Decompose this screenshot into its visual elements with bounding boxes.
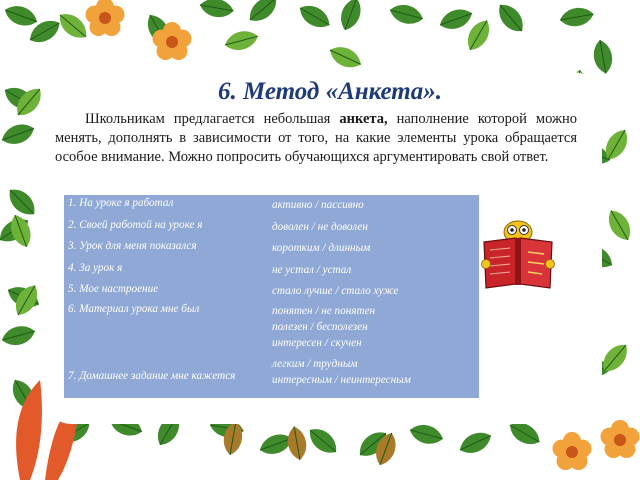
survey-answer: интересен / скучен bbox=[272, 337, 362, 349]
survey-answer: понятен / не понятен bbox=[272, 305, 376, 317]
survey-answer: интересным / неинтересным bbox=[272, 374, 411, 386]
paragraph-end: наполнение которой можно менять, дополнять в зависимости от того, на какие элементы урока обращается особое внимание. Можно попросить обучающихся аргументировать свой ответ. bbox=[55, 111, 577, 165]
survey-question: 2. Своей работой на уроке я bbox=[68, 219, 203, 231]
survey-question: 3. Урок для меня показался bbox=[68, 240, 197, 252]
survey-question: 7. Домашнее задание мне кажется bbox=[68, 370, 236, 382]
paragraph-bold: анкета, bbox=[339, 111, 388, 127]
survey-answer: не устал / устал bbox=[272, 264, 352, 276]
survey-question: 4. За урок я bbox=[68, 262, 123, 274]
survey-question: 6. Материал урока мне был bbox=[68, 303, 200, 315]
slide-title: 6. Метод «Анкета». bbox=[217, 78, 443, 105]
intro-paragraph bbox=[55, 110, 577, 167]
survey-question: 5. Мое настроение bbox=[68, 283, 159, 295]
survey-answer: легким / трудным bbox=[272, 358, 358, 370]
survey-table bbox=[64, 195, 479, 398]
survey-question: 1. На уроке я работал bbox=[68, 197, 174, 209]
paragraph-start: Школьникам предлагается небольшая bbox=[85, 111, 340, 127]
survey-answer: доволен / не доволен bbox=[272, 221, 368, 233]
survey-answer: полезен / бесполезен bbox=[272, 321, 368, 333]
reading-character-icon bbox=[478, 218, 558, 290]
survey-answer: активно / пассивно bbox=[272, 199, 364, 211]
survey-answer: стало лучше / стало хуже bbox=[272, 285, 399, 297]
survey-answer: коротким / длинным bbox=[272, 242, 371, 254]
